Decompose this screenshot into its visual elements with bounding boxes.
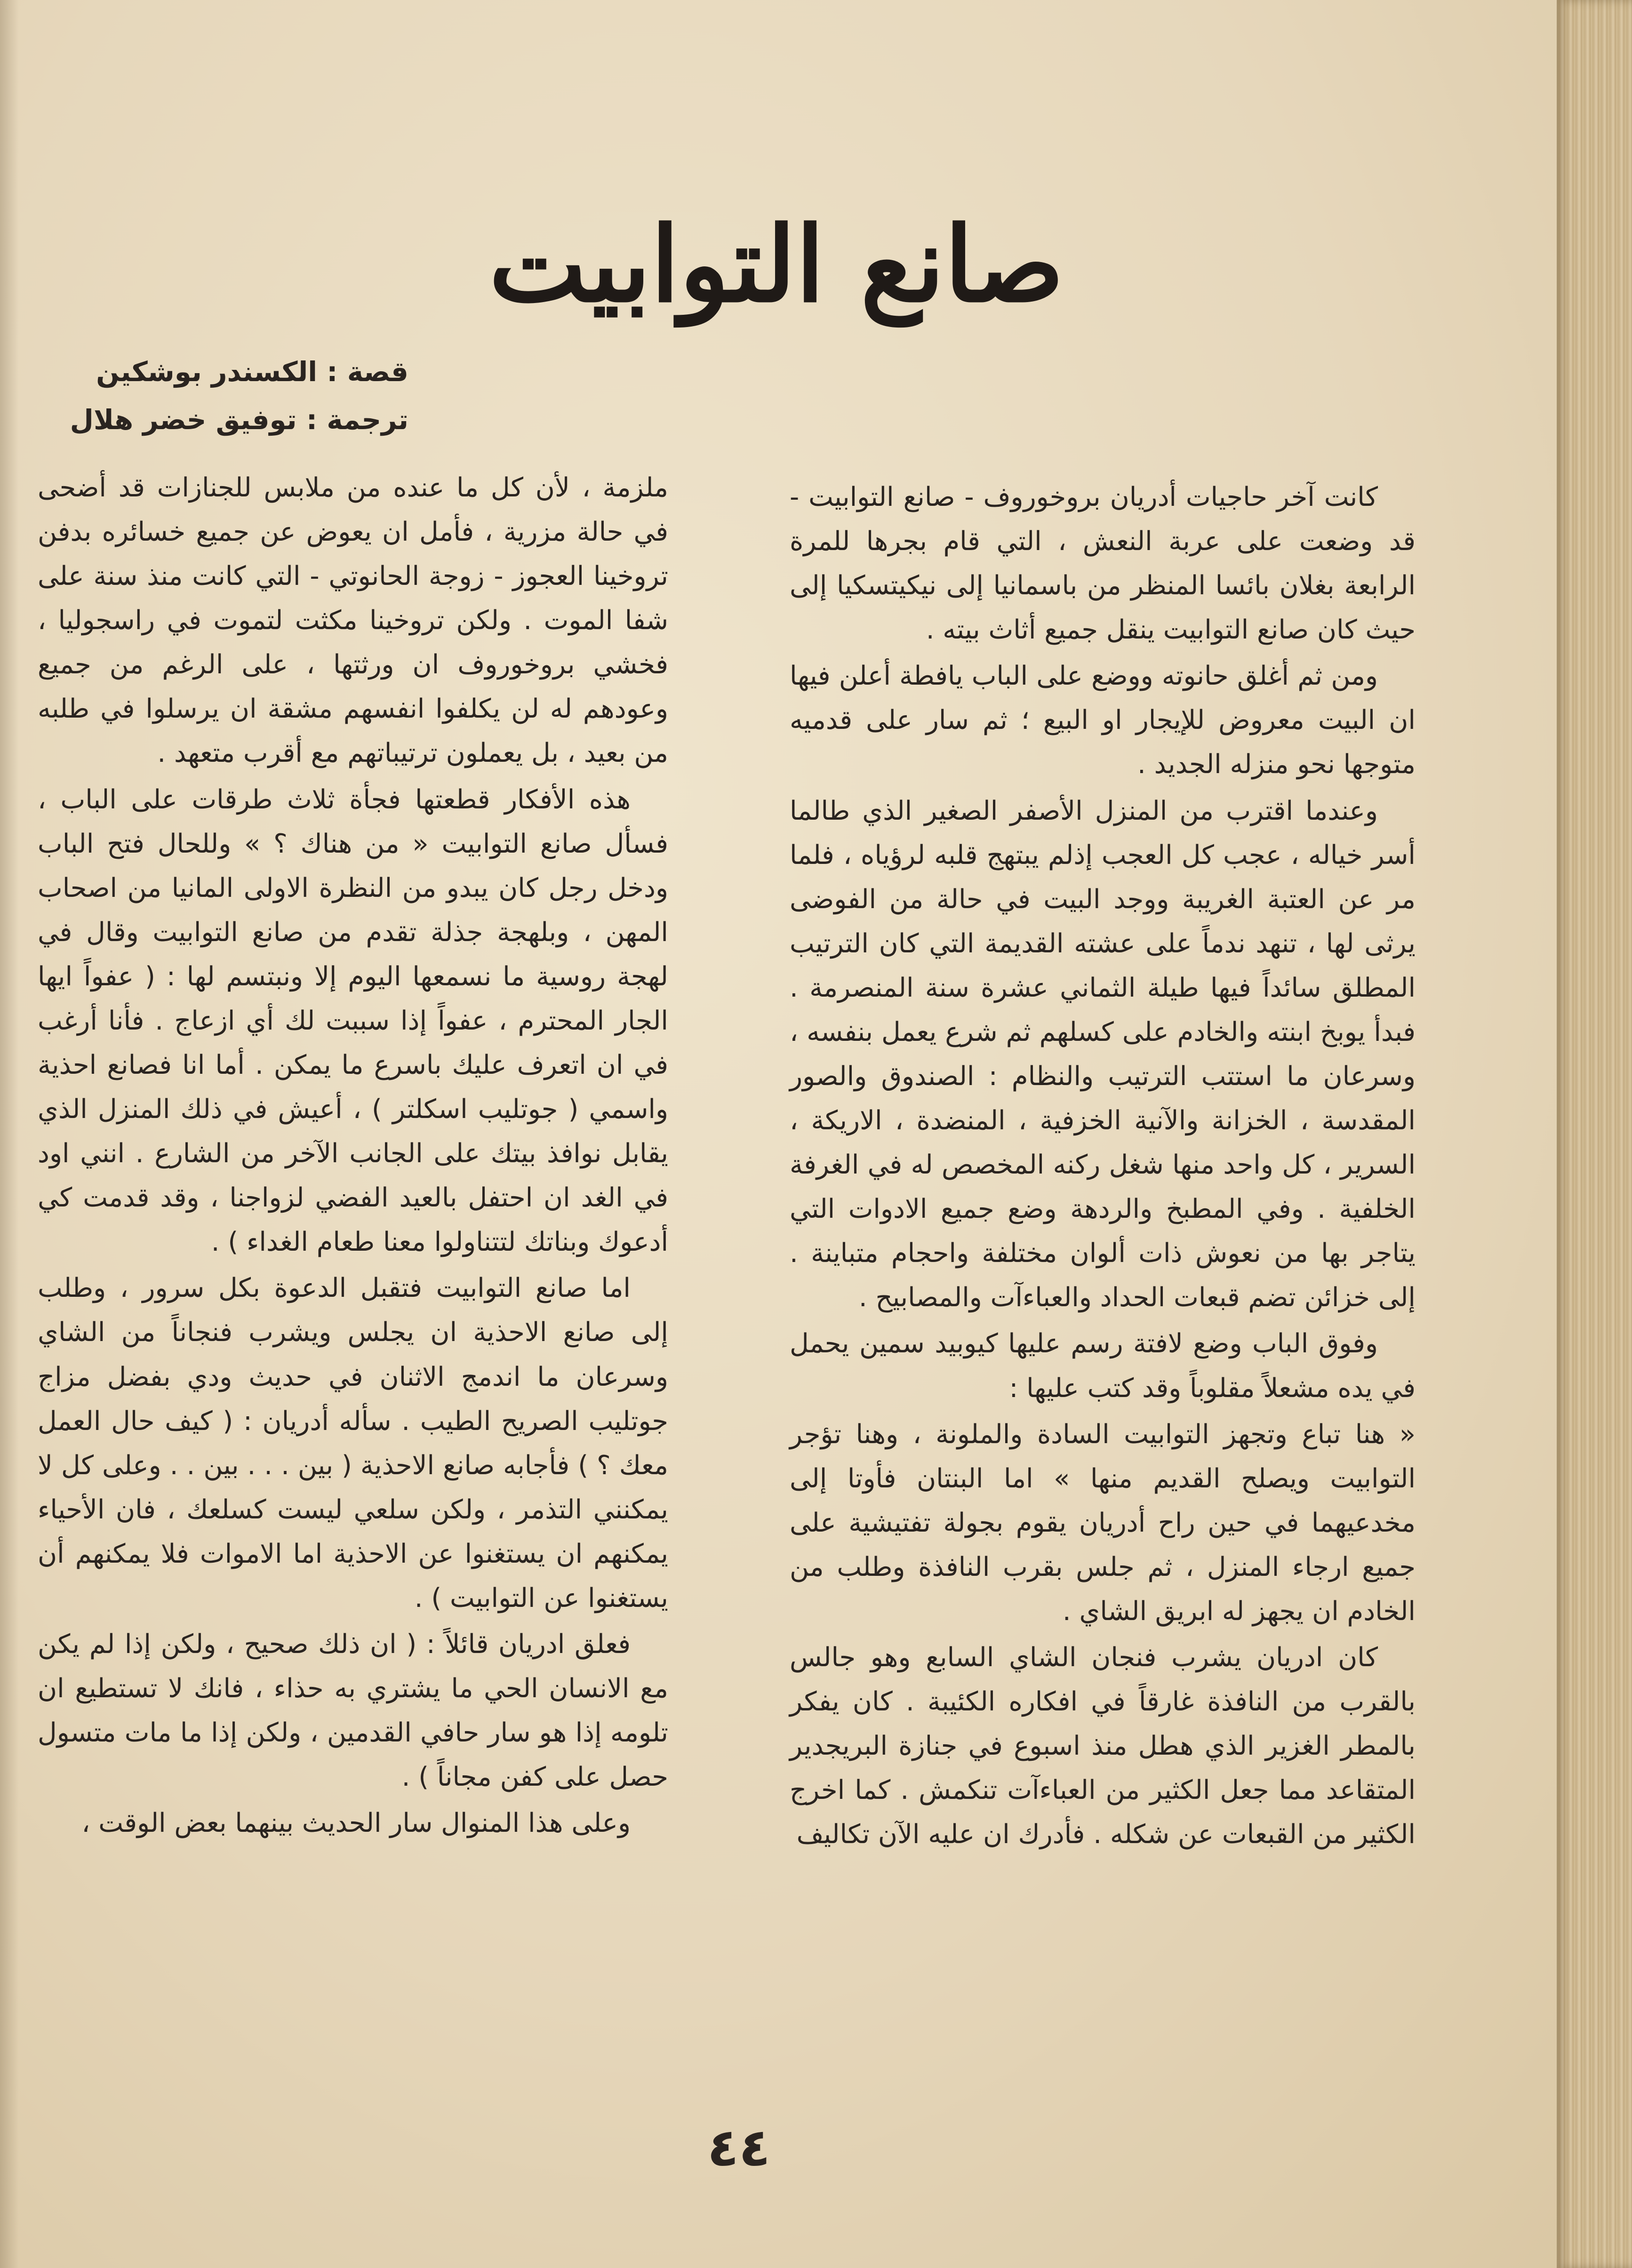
paragraph: وعندما اقترب من المنزل الأصفر الصغير الذي طالما أسر خياله ، عجب كل العجب إذلم يبتهج قلبه لرؤياه ، فلما مر عن العتبة الغريبة ووجد البيت في حالة من الفوضى يرثى لها ، تنهد ندماً على عشته القديمة التي كان الترتيب المطلق سائداً فيها طيلة الثماني عشرة سنة المنصرمة . فبدأ يوبخ ابنته والخادم على كسلهم ثم شرع يعمل بنفسه ، وسرعان ما استتب الترتيب والنظام : الصندوق والصور المقدسة ، الخزانة والآنية الخزفية ، المنضدة ، الاريكة ، السرير ، كل واحد منها شغل ركنه المخصص له في الغرفة الخلفية . وفي المطبخ والردهة وضع جميع الادوات التي يتاجر بها من نعوش ذات ألوان مختلفة واحجام متباينة . إلى خزائن تضم قبعات الحداد والعباءآت والمصابيح . bbox=[790, 795, 1416, 1313]
paragraph: وفوق الباب وضع لافتة رسم عليها كيوبيد سمين يحمل في يده مشعلاً مقلوباً وقد كتب عليها : bbox=[790, 1328, 1416, 1404]
page-edges bbox=[1557, 0, 1632, 2268]
author-line: قصة : الكسندر بوشكين bbox=[96, 356, 408, 388]
paragraph: « هنا تباع وتجهز التوابيت السادة والملونة ، وهنا تؤجر التوابيت ويصلح القديم منها » اما البنتان فأوتا إلى مخدعيهما في حين راح أدريان يقوم بجولة تفتيشية على جميع ارجاء المنزل ، ثم جلس بقرب النافذة وطلب من الخادم ان يجهز له ابريق الشاي . bbox=[790, 1419, 1416, 1627]
paragraph: وعلى هذا المنوال سار الحديث بينهما بعض الوقت ، bbox=[81, 1808, 631, 1839]
paragraph: اما صانع التوابيت فتقبل الدعوة بكل سرور ، وطلب إلى صانع الاحذية ان يجلس ويشرب فنجاناً من الشاي وسرعان ما اندمج الاثنان في حديث ودي بفضل مزاج جوتليب الصريح الطيب . سأله أدريان : ( كيف حال العمل معك ؟ ) فأجابه صانع الاحذية ( بين . . . بين . . وعلى كل لا يمكنني التذمر ، ولكن سلعي ليست كسلعك ، فان الأحياء يمكنهم ان يستغنوا عن الاحذية اما الاموات فلا يمكنهم أن يستغنوا عن التوابيت ) . bbox=[38, 1273, 668, 1613]
paragraph: كانت آخر حاجيات أدريان بروخوروف - صانع التوابيت - قد وضعت على عربة النعش ، التي قام بجرها للمرة الرابعة بغلان بائسا المنظر من باسمانيا إلى نيكيتسكيا إلى حيث كان صانع التوابيت ينقل جميع أثاث بيته . bbox=[790, 482, 1416, 646]
paragraph: كان ادريان يشرب فنجان الشاي السابع وهو جالس بالقرب من النافذة غارقاً في افكاره الكئيبة . كان يفكر بالمطر الغزير الذي هطل منذ اسبوع في جنازة البريجدير المتقاعد مما جعل الكثير من العباءآت تنكمش . كما اخرج الكثير من القبعات عن شكله . فأدرك ان عليه الآن تكاليف bbox=[790, 1642, 1416, 1850]
paragraph: ومن ثم أغلق حانوته ووضع على الباب يافطة أعلن فيها ان البيت معروض للإيجار او البيع ؛ ثم سار على قدميه متوجها نحو منزله الجديد . bbox=[790, 661, 1416, 780]
translator-line: ترجمة : توفيق خضر هلال bbox=[70, 403, 408, 436]
paragraph: هذه الأفكار قطعتها فجأة ثلاث طرقات على الباب ، فسأل صانع التوابيت « من هناك ؟ » وللحال فتح الباب ودخل رجل كان يبدو من النظرة الاولى المانيا من اصحاب المهن ، وبلهجة جذلة تقدم من صانع التوابيت وقال في لهجة روسية ما نسمعها اليوم إلا ونبتسم لها : ( عفواً ايها الجار المحترم ، عفواً إذا سببت لك أي ازعاج . فأنا أرغب في ان اتعرف عليك باسرع ما يمكن . أما انا فصانع احذية واسمي ( جوتليب اسكلتر ) ، أعيش في ذلك المنزل الذي يقابل نوافذ بيتك على الجانب الآخر من الشارع . انني اود في الغد ان احتفل بالعيد الفضي لزواجنا ، وقد قدمت كي أدعوك وبناتك لتتناولوا معنا طعام الغداء ) . bbox=[38, 784, 668, 1258]
page-left-shadow bbox=[0, 0, 19, 2268]
paragraph: فعلق ادريان قائلاً : ( ان ذلك صحيح ، ولكن إذا لم يكن مع الانسان الحي ما يشتري به حذاء ، فانك لا تستطيع ان تلومه إذا هو سار حافي القدمين ، ولكن إذا ما مات متسول حصل على كفن مجاناً ) . bbox=[38, 1629, 668, 1793]
paragraph: ملزمة ، لأن كل ما عنده من ملابس للجنازات قد أضحى في حالة مزرية ، فأمل ان يعوض عن جميع خسائره بدفن تروخينا العجوز - زوجة الحانوتي - التي كانت منذ سنة على شفا الموت . ولكن تروخينا مكثت لتموت في راسجوليا ، فخشي بروخوروف ان ورثتها ، على الرغم من جميع وعودهم له لن يكلفوا انفسهم مشقة ان يرسلوا في طلبه من بعيد ، بل يعملون ترتيباتهم مع أقرب متعهد . bbox=[38, 472, 668, 769]
article-title: صانع التوابيت bbox=[489, 203, 1064, 325]
article-credits bbox=[70, 348, 408, 444]
left-text-column bbox=[38, 466, 668, 1847]
page-number: ٤٤ bbox=[707, 2117, 771, 2178]
right-text-column bbox=[790, 475, 1416, 1859]
